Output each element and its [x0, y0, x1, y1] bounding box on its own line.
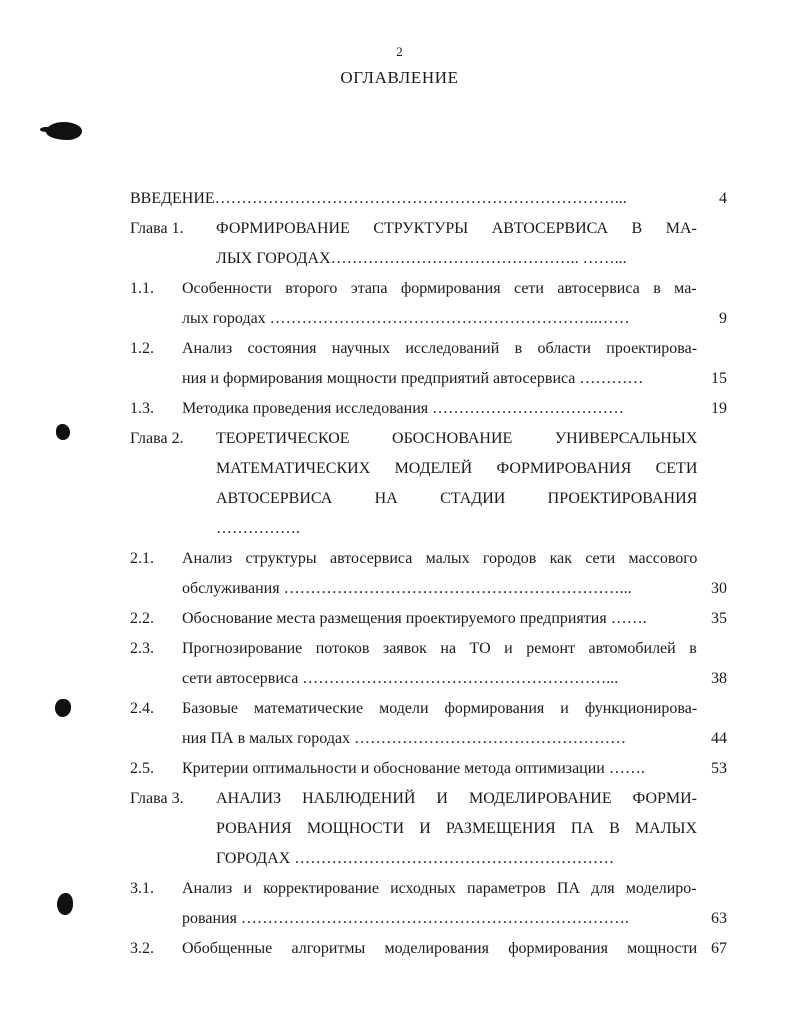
toc-entry-line: Анализ и корректирование исходных параметров ПА для моделиро-: [182, 880, 697, 897]
toc-entry-number: 2.1.: [130, 550, 154, 567]
toc-entry: [130, 214, 727, 274]
toc-entry-page: 9: [719, 310, 727, 327]
toc-entry-line: ния ПА в малых городах ……………………………………………: [182, 730, 627, 747]
toc-entry-number: 2.3.: [130, 640, 154, 657]
toc-entry: [130, 694, 727, 754]
ink-blot-1: [46, 122, 82, 140]
toc-entry: [130, 544, 727, 604]
toc-entry-page: 53: [711, 760, 727, 777]
toc-entry-line: ТЕОРЕТИЧЕСКОЕ ОБОСНОВАНИЕ УНИВЕРСАЛЬНЫХ: [216, 430, 698, 447]
toc-entry-line: Анализ структуры автосервиса малых городов как сети массового: [182, 550, 698, 567]
toc-entry-page: 38: [711, 670, 727, 687]
toc-entry-line: Методика проведения исследования ………………………………: [182, 400, 625, 417]
toc-entry-line: Анализ состояния научных исследований в области проектирова-: [182, 340, 698, 357]
toc-entry-number: Глава 2.: [130, 430, 184, 447]
toc-entry-number: 1.3.: [130, 400, 154, 417]
toc-entry: [130, 754, 727, 784]
page-number: 2: [396, 44, 403, 59]
toc-entry-line: ГОРОДАХ ……………………………………………………: [216, 850, 615, 867]
toc-entry-line: РОВАНИЯ МОЩНОСТИ И РАЗМЕЩЕНИЯ ПА В МАЛЫХ: [216, 820, 698, 837]
toc-entry-line: ЛЫХ ГОРОДАХ……………………………………….. ……...: [216, 250, 627, 267]
toc-entry: [130, 934, 727, 964]
toc-entry-page: 4: [719, 190, 727, 207]
toc-entry-number: 1.1.: [130, 280, 154, 297]
toc-entry-line: Прогнозирование потоков заявок на ТО и ремонт автомобилей в: [182, 640, 697, 657]
toc-entry-number: Глава 3.: [130, 790, 184, 807]
toc-entry-line: ВВЕДЕНИЕ…………………………………………………………………...: [130, 190, 627, 207]
toc-entry-page: 30: [711, 580, 727, 597]
toc-entry-line: ния и формирования мощности предприятий автосервиса …………: [182, 370, 644, 387]
toc-entry-line: Обобщенные алгоритмы моделирования формирования мощности: [182, 940, 698, 957]
toc-entry: [130, 604, 727, 634]
toc-entry: [130, 394, 727, 424]
toc-entry: [130, 874, 727, 934]
toc-entry-page: 67: [711, 940, 727, 957]
ink-blot-3: [55, 699, 71, 717]
toc-entry: [130, 424, 727, 544]
toc-entry-line: АВТОСЕРВИСА НА СТАДИИ ПРОЕКТИРОВАНИЯ: [216, 490, 698, 507]
page-title: ОГЛАВЛЕНИЕ: [340, 68, 459, 87]
toc-entry-line: Базовые математические модели формирования и функционирова-: [182, 700, 698, 717]
toc-entry-line: сети автосервиса …………………………………………………...: [182, 670, 619, 687]
ink-blot-2: [56, 424, 70, 440]
toc-entry-line: ФОРМИРОВАНИЕ СТРУКТУРЫ АВТОСЕРВИСА В МА-: [216, 220, 697, 237]
toc-entry: [130, 634, 727, 694]
toc-entry-line: МАТЕМАТИЧЕСКИХ МОДЕЛЕЙ ФОРМИРОВАНИЯ СЕТИ: [216, 460, 698, 477]
toc-entry-number: 1.2.: [130, 340, 154, 357]
toc-entry: [130, 784, 727, 874]
toc-entry-number: 2.4.: [130, 700, 154, 717]
toc-entry-number: 3.2.: [130, 940, 154, 957]
toc-entry-line: лых городах ……………………………………………………..……: [182, 310, 630, 327]
toc-entry-page: 63: [711, 910, 727, 927]
toc-entry-page: 15: [711, 370, 727, 387]
toc-entry: [130, 184, 727, 214]
ink-blot-4: [57, 893, 73, 915]
toc-entry-page: 19: [711, 400, 727, 417]
toc-entry-line: АНАЛИЗ НАБЛЮДЕНИЙ И МОДЕЛИРОВАНИЕ ФОРМИ-: [216, 790, 697, 807]
toc-entry-line: Обоснование места размещения проектируемого предприятия …….: [182, 610, 647, 627]
toc-entry-line: рования ……………………………………………………………….: [182, 910, 629, 927]
toc-entry: [130, 334, 727, 394]
toc-entry: [130, 274, 727, 334]
toc-entry-page: 44: [711, 730, 727, 747]
toc-entry-page: 35: [711, 610, 727, 627]
toc-entry-number: 2.5.: [130, 760, 154, 777]
toc-entry-number: 3.1.: [130, 880, 154, 897]
toc-entry-line: …………….: [216, 520, 300, 537]
toc-entry-line: Критерии оптимальности и обоснование метода оптимизации …….: [182, 760, 645, 777]
toc-entry-line: обслуживания ………………………………………………………...: [182, 580, 632, 597]
toc-entry-number: Глава 1.: [130, 220, 184, 237]
toc-entry-number: 2.2.: [130, 610, 154, 627]
toc-entry-line: Особенности второго этапа формирования сети автосервиса в ма-: [182, 280, 697, 297]
